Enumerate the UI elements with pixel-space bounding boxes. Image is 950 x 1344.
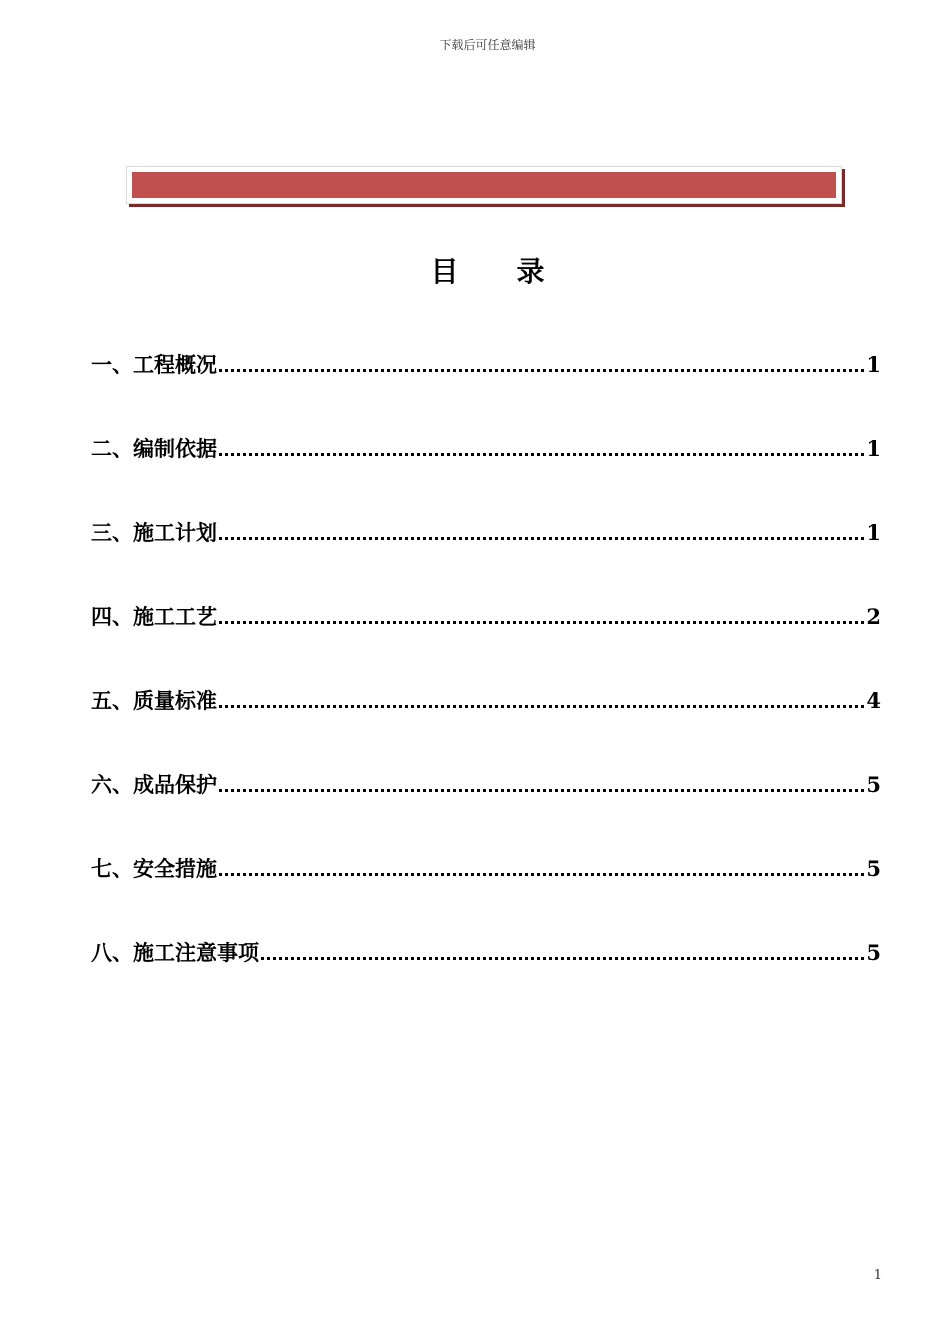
toc-entry-label: 四、施工工艺 bbox=[91, 604, 217, 629]
toc-entry-page: 1 bbox=[866, 520, 881, 545]
toc-entry-page: 5 bbox=[866, 940, 881, 965]
toc-entry[interactable] bbox=[91, 937, 881, 1021]
page-number: 1 bbox=[873, 1268, 882, 1283]
toc-entry-label: 二、编制依据 bbox=[91, 436, 217, 461]
toc-leader-dots bbox=[219, 704, 864, 708]
title-banner-fill bbox=[132, 172, 836, 198]
toc-leader-dots bbox=[219, 452, 864, 456]
toc-leader-dots bbox=[261, 956, 864, 960]
toc-entry[interactable] bbox=[91, 853, 881, 937]
toc-entry-page: 4 bbox=[866, 688, 881, 713]
toc-entry[interactable] bbox=[91, 685, 881, 769]
toc-entry-page: 5 bbox=[866, 856, 881, 881]
toc-entry-label: 六、成品保护 bbox=[91, 772, 217, 797]
toc-entry[interactable] bbox=[91, 601, 881, 685]
toc-leader-dots bbox=[219, 368, 864, 372]
toc-title-left: 目 bbox=[430, 255, 459, 288]
toc-title bbox=[0, 250, 950, 290]
toc-leader-dots bbox=[219, 620, 864, 624]
toc-entry-label: 八、施工注意事项 bbox=[91, 940, 259, 965]
toc-entry[interactable] bbox=[91, 433, 881, 517]
toc-entry-page: 2 bbox=[866, 604, 881, 629]
toc-entry-page: 1 bbox=[866, 436, 881, 461]
toc-entry-label: 七、安全措施 bbox=[91, 856, 217, 881]
toc-leader-dots bbox=[219, 788, 864, 792]
toc-entry[interactable] bbox=[91, 517, 881, 601]
toc-entry[interactable] bbox=[91, 349, 881, 433]
toc-title-right: 录 bbox=[516, 255, 545, 288]
toc-list bbox=[91, 349, 881, 1021]
toc-leader-dots bbox=[219, 536, 864, 540]
toc-entry-label: 三、施工计划 bbox=[91, 520, 217, 545]
toc-leader-dots bbox=[219, 872, 864, 876]
toc-entry-page: 5 bbox=[866, 772, 881, 797]
toc-entry-page: 1 bbox=[866, 352, 881, 377]
toc-entry-label: 五、质量标准 bbox=[91, 688, 217, 713]
toc-entry[interactable] bbox=[91, 769, 881, 853]
toc-entry-label: 一、工程概况 bbox=[91, 352, 217, 377]
header-note: 下载后可任意编辑 bbox=[439, 38, 536, 52]
title-banner bbox=[126, 166, 842, 204]
